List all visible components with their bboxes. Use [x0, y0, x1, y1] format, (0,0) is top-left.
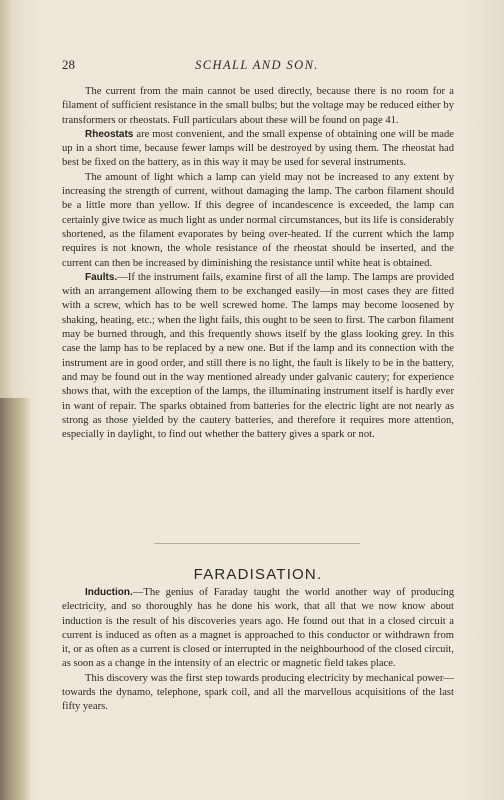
- paragraph-induction: [62, 586, 454, 672]
- paragraph-text: —If the instrument fails, examine first of all the lamp. The lamps are provided with an arrangement allowing them to be exchanged easily—in most cases they are fitted with a screw, which has to be well screwed home. The lamps may become loosened by shaking, heating, etc.; when the light fails, this ought to be seen to first. The carbon filament may be burned through, and this frequently shows itself by the glass looking grey. In this case the lamp has to be replaced by a new one. But if the lamp and its connection with the instrument are in good order, and still there is no light, the fault is likely to be in the battery, and may be found out in the way mentioned already under galvanic cautery; for experience shows that, with the exception of the lamps, the illuminating instrument itself is hardly ever in want of repair. The sparks obtained from batteries for the electric light are not nearly as strong as those yielded by the cautery batteries, and therefore it requires more attention, especially in daylight, to find out whether the battery gives a spark or not.: [62, 271, 454, 441]
- paragraph-text: This discovery was the first step towards producing electricity by mechanical power—towards the dynamo, telephone, spark coil, and all the marvellous acquisitions of the last fifty years.: [62, 672, 454, 713]
- paragraph-text: are most convenient, and the small expense of obtaining one will be made up in a short time, because fewer lamps will be destroyed by using them. The rheostat had best be fixed on the battery, as in this way it may be used for several instruments.: [62, 128, 454, 169]
- paragraph-text: The amount of light which a lamp can yield may not be increased to any extent by increasing the strength of current, without damaging the lamp. The carbon filament should be a little more than yellow. If this degree of incandescence is exceeded, the lamp can certainly give twice as much light as under normal circumstances, but its life is considerably shortened, as the filament evaporates by being over-heated. If the current which the lamp requires is not known, the whole resistance of the rheostat should be inserted, and the current can then be increased by diminishing the resistance until white heat is obtained.: [62, 171, 454, 269]
- paragraph-lead: Faults.: [85, 271, 118, 283]
- paragraph-lead: Induction.: [85, 587, 133, 598]
- paragraph-rheostats: [62, 128, 454, 171]
- body-text: [62, 85, 454, 442]
- paragraph-text: The current from the main cannot be used directly, because there is no room for a filament of sufficient resistance in the small bulbs; but the voltage may be reduced either by transformers or rheostats. Full particulars about these will be found on page 41.: [62, 86, 454, 126]
- page-header: [62, 57, 452, 73]
- section-title: FARADISATION.: [193, 566, 323, 583]
- paragraph-voltage: [62, 85, 454, 128]
- section-body-text: [62, 586, 454, 715]
- running-head: SCHALL AND SON.: [195, 58, 319, 72]
- paragraph-text: —The genius of Faraday taught the world another way of producing electricity, and so thoroughly has he done his work, that all that we now know about induction is the result of his discoveries years ago. He found out that in a closed circuit a current is induced as often as a magnet is approached to this conductor or withdrawn from it, or as often as a current is closed or interrupted in the neighbourhood of the closed circuit, as soon as a change in the intensity of an electric or magnetic field takes place.: [62, 587, 454, 670]
- paragraph-lead: Rheostats: [85, 128, 134, 140]
- paragraph-faults: [62, 271, 454, 443]
- page-number: 28: [62, 57, 75, 72]
- section-divider: [154, 543, 360, 544]
- paragraph-light-amount: [62, 171, 454, 271]
- paragraph-discovery: [62, 672, 454, 715]
- page-binding-shadow: [0, 398, 32, 800]
- section-heading: [62, 566, 454, 584]
